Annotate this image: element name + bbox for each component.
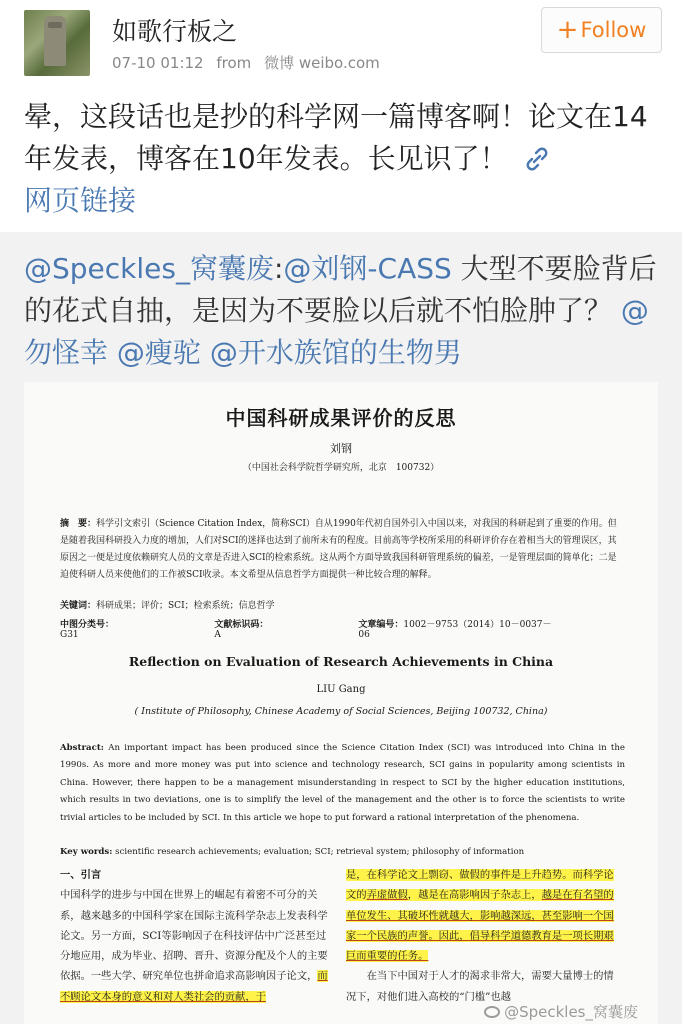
paper-image[interactable]	[24, 382, 658, 1024]
repost-body: 大型不要脸背后的花式自抽，是因为不要脸以后就不怕脸肿了？	[24, 252, 657, 327]
avatar[interactable]	[24, 10, 90, 76]
weibo-icon	[484, 1006, 500, 1018]
section-heading: 一、引言	[60, 869, 102, 881]
paper-en-title: Reflection on Evaluation of Research Achievements in China	[128, 654, 554, 669]
paper-en-keywords: Key words: scientific research achievements; evaluation; SCI; retrieval system; philosophy of information	[60, 847, 525, 857]
mention-3[interactable]: @开水族馆的生物男	[209, 336, 462, 369]
paper-title: 中国科研成果评价的反思	[225, 406, 457, 430]
paper-abstract-cn: 摘 要：科学引文索引（Science Citation Index，简称SCI）自从1990年代初自国外引入中国以来，对我国的科研起到了重要的作用。但是随着我国科研投入力度的增加，人们对SCI的迷择也达到了前所未有的程度。目前高等学校所采用的科研评价存在着相当大的管理误区，其原因之一便是过度依赖研究人员的文章是否进入SCI的检索系统。这从两个方面导致我国科研管理系统的偏差，一是管理层面的简单化；二是迫使科研人员来使他们的工作被SCI收录。本文希望从信息哲学方面提供一种比较合理的解释。	[60, 519, 617, 580]
from-label: from	[216, 54, 252, 72]
paper-en-affiliation: ( Institute of Philosophy, Chinese Academy of Social Sciences, Beijing 100732, China)	[134, 706, 548, 717]
follow-button[interactable]	[541, 7, 662, 53]
paper-right-column: 是，在科学论文上剽窃、做假的事件是上升趋势。而科学论文的弄虚做假，越是在高影响因子杂志上，越是在有名望的单位发生、其破坏性就越大，影响越深远，甚至影响一个国家一个民族的声誉。因此，倡导科学道德教育是一项长期艰巨而重要的任务。 在当下中国对于人才的渴求非常大，需要大量博士的情况下，对他们进入高校的“门槛”也越	[346, 869, 614, 1003]
mention-1[interactable]: @勿怪幸	[24, 294, 649, 369]
username[interactable]: 如歌行板之	[112, 17, 238, 46]
highlighted-text: 而不顾论文本身的意义和对人类社会的贡献，于	[60, 970, 328, 1003]
post-body: 晕，这段话也是抄的科学网一篇博客啊！论文在14年发表，博客在10年发表。长见识了！	[24, 100, 648, 175]
highlighted-text: 是，在科学论文上剽窃、做假的事件是上升趋势。	[346, 869, 573, 881]
post-meta	[112, 52, 388, 73]
paper-en-author: LIU Gang	[316, 684, 366, 695]
paper-author: 刘钢	[330, 442, 352, 455]
source: 微博 weibo.com	[264, 54, 380, 72]
post-header	[0, 0, 682, 90]
timestamp: 07-10 01:12	[112, 54, 204, 72]
paper-classification: 中图分类号：G31 文献标识码：A 文章编号：1002－9753（2014）10－0037－06	[60, 620, 552, 640]
watermark: @Speckles_窝囊废	[484, 1001, 638, 1022]
paper-en-abstract: Abstract: An important impact has been produced since the Science Citation Index (SCI) was introduced into China in the 1990s. As more and more money was put into science and technology research, SCI gains in popularity among scientists in China. However, there happen to be a management misunderstanding in respect to SCI by the higher education institutions, which results in two deviations, one is to simplify the level of the management and the other is to force the scientists to write trivial articles to be included by SCI. In this article we hope to put forward a rational interpretation of the phenomena.	[60, 743, 625, 823]
link-icon	[523, 147, 551, 171]
web-link[interactable]: 网页链接	[24, 184, 137, 217]
plus-icon: +	[556, 15, 579, 45]
mention-2[interactable]: @瘦驼	[116, 336, 201, 369]
follow-label: Follow	[580, 18, 647, 42]
post-text	[24, 96, 664, 222]
paper-affiliation: （中国社会科学院哲学研究所，北京 100732）	[242, 463, 440, 473]
mention-user[interactable]: @Speckles_窝囊废	[24, 252, 274, 285]
repost-text: @Speckles_窝囊废:@刘钢-CASS 大型不要脸背后的花式自抽，是因为不要脸以后就不怕脸肿了？ @勿怪幸 @瘦驼 @开水族馆的生物男	[24, 252, 657, 369]
paper-left-column: 一、引言 中国科学的进步与中国在世界上的崛起有着密不可分的关系，越来越多的中国科学家在国际主流科学杂志上发表科学论文。另一方面，SCI等影响因子在科技评估中广泛甚至过分地应用，成为毕业、招聘、晋升、资源分配及个人的主要依据。一些大学、研究单位也拼命追求高影响因子论文，而不顾论文本身的意义和对人类社会的贡献，于	[60, 865, 330, 1007]
mention-target[interactable]: @刘钢-CASS	[283, 252, 452, 285]
repost-block[interactable]	[0, 232, 682, 1024]
paper-keywords: 关键词：科研成果；评价；SCI；检索系统；信息哲学	[60, 601, 275, 611]
